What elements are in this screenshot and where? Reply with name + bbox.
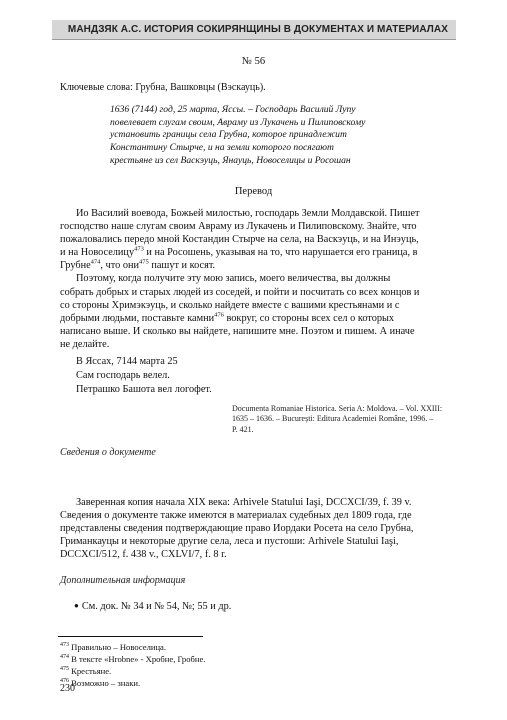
additional-info-heading: Дополнительная информация [60,575,186,586]
footnotes [60,641,205,689]
closing-line: Петрашко Башота вел логофет. [76,384,212,395]
footnote-number: 476 [60,678,69,685]
translation-text [60,207,454,351]
text-line: пожаловались передо мной Костандин Стырче на села, на Васкэуць, и на Инэуць, [60,234,419,246]
summary-line: крестьяне из сел Васкэуць, Янауць, Новоселицы и Росошан [110,154,351,166]
text-line: Гриманкауцы и некоторые другие села, леса и пустоши: Arhivele Statului Iaşi, [60,536,399,548]
summary-line: повелевает слугам своим, Авраму из Лукачень и Пилиповскому [110,116,366,128]
footnote-divider [58,636,203,637]
footnote-number: 475 [60,666,69,673]
footnote: $^{473}$ Правильно – Новоселица. [60,642,167,652]
page-number: 230 [60,683,75,694]
footnote-ref[interactable]: 476 [214,311,224,319]
footnote-ref[interactable]: 474 [90,258,101,266]
text-line: собрать добрых и старых людей из соседей, и пойти и посчитать со всех концов и [60,286,420,298]
text-line: господство наше слугам своим Авраму из Лукачень и Пилиповскому. Знайте, что [60,221,417,233]
source-line: 1635 – 1636. – București: Editura Academiei Române, 1996. – [232,414,434,424]
text-line: Сведения о документе также имеются в материалах судебных дел 1809 года, где [60,510,412,522]
closing-block [76,355,212,397]
text-line: со стороны Хримэкэуць, и сколько найдете вместе с вашими крестьянами и с [60,299,400,311]
translation-heading: Перевод [234,186,273,197]
closing-line: В Яссах, 7144 марта 25 [76,356,178,367]
running-header [52,20,456,40]
document-summary [110,104,450,168]
about-document-text [60,496,454,561]
footnote: $^{476}$ Возможно – знаки. [60,678,141,688]
source-line: Documenta Romaniae Historica. Seria A: Moldova. – Vol. XXIII: [232,404,443,413]
source-reference [232,404,454,435]
summary-line: установить границы села Грубна, которое принадлежит [110,129,347,141]
text-line: Поэтому, когда получите эту мою запись, моего величества, вы должны [76,273,391,285]
summary-line: 1636 (7144) год, 25 марта, Яссы. – Господарь Василий Лупу [110,104,356,115]
text-line: и на Новоселицу$^{473}$ и на Росошень, указывая на то, что нарушается его граница, в [60,245,418,259]
keywords-line: Ключевые слова: Грубна, Вашковцы (Вэскауць). [60,82,266,93]
text-line: DCCXCI/512, f. 438 v., CXLVI/7, f. 8 r. [60,549,227,561]
text-line: написано выше. И сколько вы найдете, напишите мне. Поэтом и пишем. А иначе [60,325,415,337]
summary-line: Константину Стырче, и на земли которого посягают [110,142,334,154]
footnote-number: 474 [60,654,69,661]
text-line: Ио Василий воевода, Божьей милостью, господарь Земли Молдавской. Пишет [76,208,420,219]
text-line: Заверенная копия начала XIX века: Arhivele Statului Iaşi, DCCXCI/39, f. 39 v. [76,497,412,508]
text-line: добрыми людьми, поставьте камни$^{476}$ вокруг, со стороны всех сел о которых [60,311,395,324]
additional-info-item [74,601,231,612]
source-line: P. 421. [232,424,254,434]
footnote: $^{475}$ Крестьяне. [60,666,112,676]
footnote-ref[interactable]: 473 [134,245,144,253]
footnote-ref[interactable]: 475 [139,258,149,266]
text-line: Грубне$^{474}$, что они$^{475}$ пашут и косят. [60,258,216,272]
closing-line: Сам господарь велел. [76,370,170,381]
text-line: не делайте. [60,338,110,350]
bullet-icon: ● [74,601,79,610]
document-number: № 56 [241,56,266,67]
running-header-title: МАНДЗЯК А.С. ИСТОРИЯ СОКИРЯНЩИНЫ В ДОКУМЕНТАХ И МАТЕРИАЛАХ [67,24,448,35]
about-document-heading: Сведения о документе [60,447,156,458]
additional-info-text: См. док. № 34 и № 54, №; 55 и др. [81,601,232,612]
footnote: $^{474}$ В тексте «Hrobne» - Хробне, Гробне. [60,654,206,664]
footnote-number: 473 [60,642,69,649]
text-line: представлены сведения подтверждающие право Иордаки Росета на село Грубна, [60,523,414,535]
